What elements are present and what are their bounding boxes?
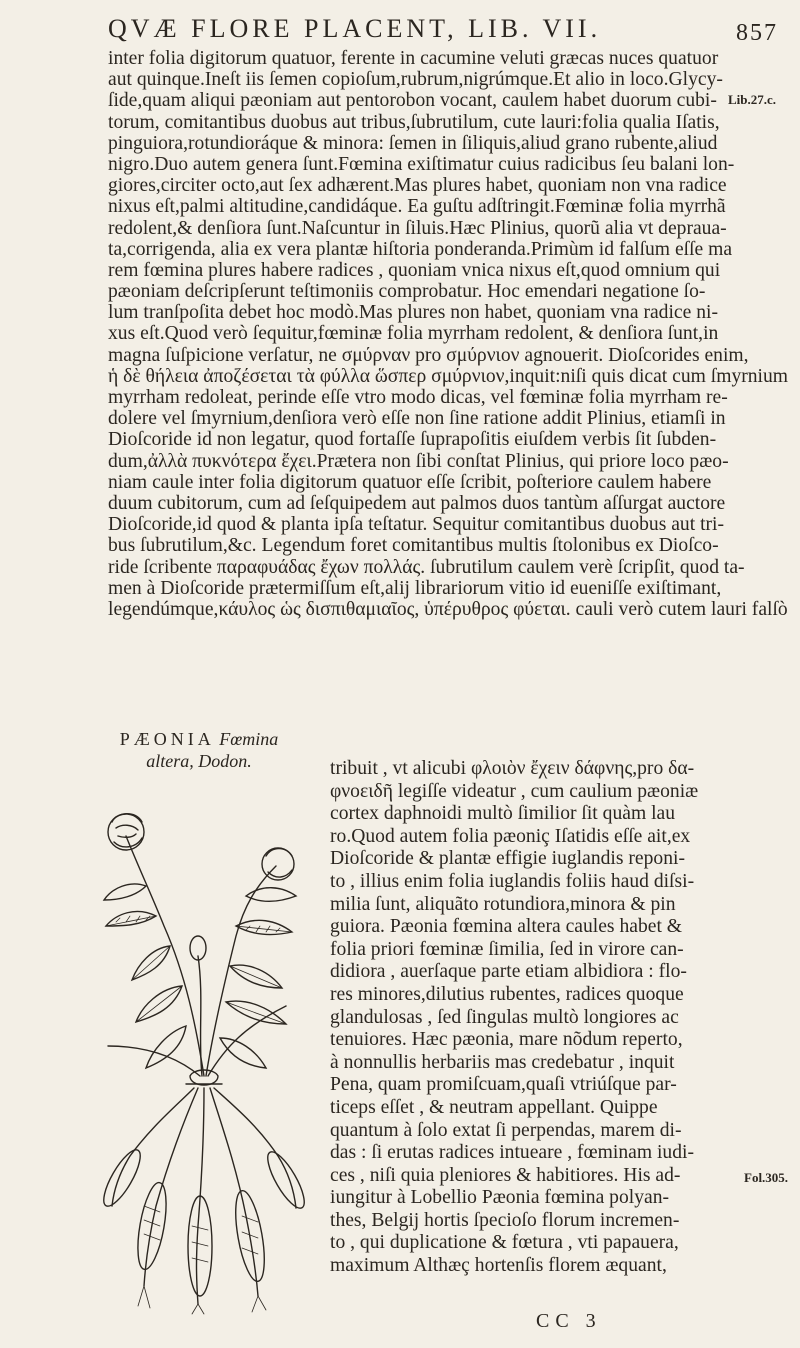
- text-line: ta,corrigenda, alia ex vera plantæ hiſtoria ponderanda.Primùm id falſum eſſe ma: [108, 238, 733, 260]
- text-line: nixus eſt,palmi altitudine,candidáque. Ea guſtu adſtringit.Fœminæ folia myrrhã: [108, 196, 726, 218]
- column-text-line: ces , niſi quia pleniores & habitiores. His ad-: [330, 1164, 681, 1186]
- text-line: pæoniam deſcripſerunt teſtimoniis comprobatur. Hoc emendari negatione ſo-: [108, 281, 706, 303]
- text-line: pinguiora,rotundioráque & minora: ſemen in ſiliquis,aliud grano rubente,aliud: [108, 132, 718, 154]
- column-text-line: quantum à ſolo extat ſi perpendas, marem di-: [330, 1119, 682, 1141]
- figure-caption-tag: PÆONIA: [119, 729, 215, 749]
- text-line: duum cubitorum, cum ad ſeſquipedem aut palmos duos tantùm aſſurgat auctore: [108, 492, 726, 514]
- column-text-line: à nonnullis herbariis mas credebatur , inquit: [330, 1051, 675, 1073]
- column-text-line: glandulosas , ſed ſingulas multò longiores ac: [330, 1006, 679, 1028]
- signature-mark: CC 3: [536, 1310, 602, 1332]
- text-line: redolent,& denſiora ſunt.Naſcuntur in ſiluis.Hæc Plinius, quorũ alia vt deprauа-: [108, 217, 727, 239]
- figure-caption-line-1: [84, 728, 314, 750]
- column-text-line: to , qui duplicatione & fœtura , vti papauera,: [330, 1232, 679, 1254]
- column-text-line: Pena, quam promiſcuam,quaſi vtriúſque par-: [330, 1074, 677, 1096]
- column-text-line: iungitur à Lobellio Pæonia fœmina polyan-: [330, 1187, 670, 1209]
- column-text-line: tribuit , vt alicubi φλοιὸν ἔχειν δάφνης,pro δα-: [330, 758, 695, 779]
- figure-caption-line-2: altera, Dodon.: [146, 751, 252, 771]
- figure-caption-title: Fœmina: [219, 729, 279, 749]
- text-line: inter folia digitorum quatuor, ferente in cacumine veluti græcas nuces quatuor: [108, 48, 719, 69]
- column-text-line: thes, Belgij hortis ſpecioſo florum incremen-: [330, 1209, 680, 1231]
- text-line: xus eſt.Quod verò ſequitur,fœminæ folia myrrham redolent, & denſiora ſunt,in: [108, 323, 719, 345]
- column-text-line: milia ſunt, aliquãto rotundiora,minora & pin: [330, 893, 676, 915]
- column-text-line: guiora. Pæonia fœmina altera caules habet &: [330, 916, 683, 938]
- page-number: 857: [736, 20, 778, 46]
- column-text-line: didiora , auerſaque parte etiam albidiora : flo-: [330, 961, 687, 983]
- text-line: nigro.Duo autem genera ſunt.Fœmina exiſtimatur cuius radicibus ſeu balani lon-: [108, 153, 735, 175]
- text-line: niam caule inter folia digitorum quatuor eſſe ſcribit, poſteriore caulem habere: [108, 471, 712, 493]
- column-text-line: ro.Quod autem folia pæoniç Iſatidis eſſe ait,ex: [330, 825, 691, 847]
- text-line: myrrham redoleat, perinde eſſe vtro modo dicas, vel fœminæ folia myrrham re-: [108, 387, 728, 408]
- figure-caption: [84, 728, 314, 772]
- text-line: rem fœmina plures habere radices , quoniam vnica nixus eſt,quod omnium qui: [108, 259, 721, 281]
- right-column-text: [330, 758, 722, 1278]
- text-line: lum tranſpoſita debet hoc modò.Mas plures non habet, quoniam vna radice ni-: [108, 302, 718, 324]
- column-text-line: Dioſcoride & plantæ effigie iuglandis reponi-: [330, 848, 685, 870]
- text-line: aut quinque.Ineſt iis ſemen copioſum,rubrum,nigrúmque.Et alio in loco.Glycy-: [108, 69, 723, 91]
- text-line: ſide,quam aliqui pæoniam aut pentorobon vocant, caulem habet duorum cubi-: [108, 90, 717, 112]
- column-text-line: cortex daphnoidi multò ſimilior ſit quàm lau: [330, 803, 676, 825]
- text-line: dum,ἀλλὰ πυκνότερα ἔχει.Prætera non ſibi conſtat Plinius, qui priore loco pæo-: [108, 450, 729, 472]
- column-text-line: ticeps eſſet , & neutram appellant. Quippe: [330, 1096, 658, 1118]
- column-text-line: res minores,dilutius rubentes, radices quoque: [330, 983, 684, 1005]
- margin-note-lib: Lib.27.c.: [728, 92, 777, 107]
- figure: [84, 728, 324, 1324]
- text-line: men à Dioſcoride prætermiſſum eſt,alij librariorum vitio id eueniſſe exiſtimant,: [108, 577, 722, 599]
- column-text-line: maximum Althæç hortenſis florem æquant,: [330, 1255, 667, 1277]
- text-line: dolere vel ſmyrnium,denſiora verò eſſe non ſine ratione addit Plinius, etiamſi in: [108, 408, 726, 430]
- margin-note-fol: Fol.305.: [744, 1170, 789, 1185]
- text-line: magna ſuſpicione verſatur, ne σμύρναν pro σμύρνιον agnouerit. Dioſcorides enim,: [108, 344, 749, 366]
- column-text-line: tenuiores. Hæc pæonia, mare nõdum reperto,: [330, 1029, 683, 1051]
- column-text-line: φνοειδῆ legiſſe videatur , cum caulium pæoniæ: [330, 780, 699, 802]
- running-head: QVÆ FLORE PLACENT, LIB. VII.: [108, 14, 602, 43]
- text-line: ride ſcribente παραφυάδας ἔχων πολλάς. ſubrutilum caulem verè ſcripſit, quod ta-: [108, 556, 745, 578]
- text-line: giores,circiter octo,aut ſex adhærent.Mas plures habet, quoniam non vna radice: [108, 175, 727, 197]
- column-text-line: to , illius enim folia iuglandis foliis haud diſsi-: [330, 870, 695, 892]
- column-text-line: das : ſi erutas radices intueare , fœminam iudi-: [330, 1142, 694, 1164]
- text-line: torum, comitantibus duobus aut tribus,ſubrutilum, cute lauri:folia qualia Iſatis,: [108, 111, 720, 133]
- column-text-line: folia priori fœminæ ſimilia, ſed in virore can-: [330, 938, 684, 960]
- text-line: legendúmque,κάυλος ὡς δισπιθαμιαῖος, ὑπέρυθρος φύεται. cauli verò cutem lauri falſò: [108, 598, 788, 620]
- text-line: Dioſcoride id non legatur, quod fortaſſe ſuprapoſitis eiuſdem verbis ſit ſubden-: [108, 429, 717, 451]
- text-line: Dioſcoride,id quod & planta ipſa teſtatur. Sequitur comitantibus duobus aut tri-: [108, 514, 725, 536]
- text-line: bus ſubrutilum,&c. Legendum foret comitantibus multis ſtolonibus ex Dioſco-: [108, 535, 719, 557]
- text-line: ἡ δὲ θήλεια ἀποζέσεται τὰ φύλλα ὥσπερ σμύρνιον,inquit:niſi quis dicat cum ſmyrnium: [108, 365, 789, 387]
- peony-plant-illustration: [86, 776, 322, 1316]
